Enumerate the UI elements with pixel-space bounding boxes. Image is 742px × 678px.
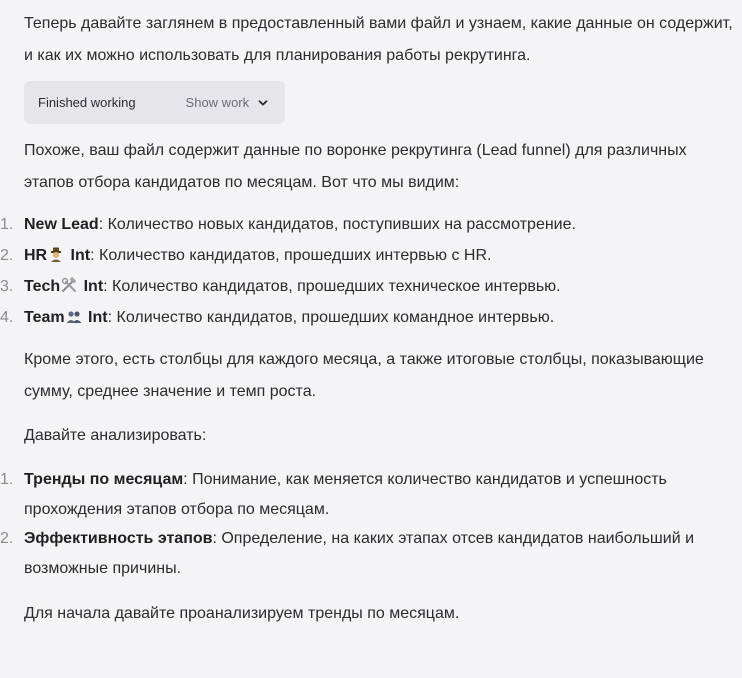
- analyze-label: Давайте анализировать:: [24, 427, 207, 444]
- analysis-title: Эффективность этапов: [24, 530, 213, 547]
- work-status-pill: [24, 81, 285, 124]
- stage-description: : Количество кандидатов, прошедших командное интервью.: [107, 309, 555, 326]
- stage-description: : Количество кандидатов, прошедших техническое интервью.: [103, 278, 561, 295]
- list-item: [0, 524, 712, 583]
- list-number: 4.: [0, 309, 14, 326]
- analysis-description: : Определение, на каких этапах отсев кандидатов наибольший и возможные причины.: [24, 530, 695, 577]
- stage-name: HR: [24, 247, 48, 264]
- show-work-button[interactable]: [186, 95, 270, 110]
- stage-name: New Lead: [24, 216, 99, 233]
- analysis-description: : Понимание, как меняется количество кандидатов и успешность прохождения этапов отбора по месяцам.: [24, 471, 667, 518]
- columns-note-paragraph: Кроме этого, есть столбцы для каждого месяца, а также итоговые столбцы, показывающие сумму, среднее значение и темп роста.: [24, 351, 704, 400]
- list-number: 2.: [0, 247, 14, 264]
- analysis-title: Тренды по месяцам: [24, 471, 184, 488]
- stage-name-suffix: Int: [79, 278, 104, 295]
- show-work-label: Show work: [185, 95, 250, 110]
- analysis-list: [0, 465, 712, 583]
- work-status-label: Finished working: [38, 95, 136, 110]
- list-item: [0, 465, 712, 524]
- stage-name-suffix: Int: [83, 309, 108, 326]
- stage-name: Tech: [24, 278, 61, 295]
- people-icon: [66, 304, 82, 320]
- funnel-intro-paragraph: Похоже, ваш файл содержит данные по воронке рекрутинга (Lead funnel) для различных этапов отбора кандидатов по месяцам. Вот что мы видим:: [24, 142, 687, 191]
- list-number: 2.: [0, 530, 14, 547]
- detective-icon: [48, 242, 64, 258]
- chevron-down-icon: [257, 97, 269, 109]
- hammer-wrench-icon: [61, 273, 77, 289]
- stage-name: Team: [24, 309, 65, 326]
- list-item: [0, 209, 712, 240]
- list-number: 3.: [0, 278, 14, 295]
- closing-paragraph: Для начала давайте проанализируем тренды по месяцам.: [24, 605, 460, 622]
- list-item: [0, 271, 712, 302]
- intro-paragraph: Теперь давайте заглянем в предоставленный вами файл и узнаем, какие данные он содержит, и как их можно использовать для планирования работы рекрутинга.: [24, 15, 733, 64]
- list-item: [0, 240, 712, 271]
- list-number: 1.: [0, 471, 14, 488]
- list-item: [0, 302, 712, 333]
- stage-description: : Количество новых кандидатов, поступивших на рассмотрение.: [98, 216, 576, 233]
- stage-description: : Количество кандидатов, прошедших интервью с HR.: [90, 247, 492, 264]
- stage-name-suffix: Int: [66, 247, 91, 264]
- stage-list: [0, 209, 712, 333]
- list-number: 1.: [0, 216, 14, 233]
